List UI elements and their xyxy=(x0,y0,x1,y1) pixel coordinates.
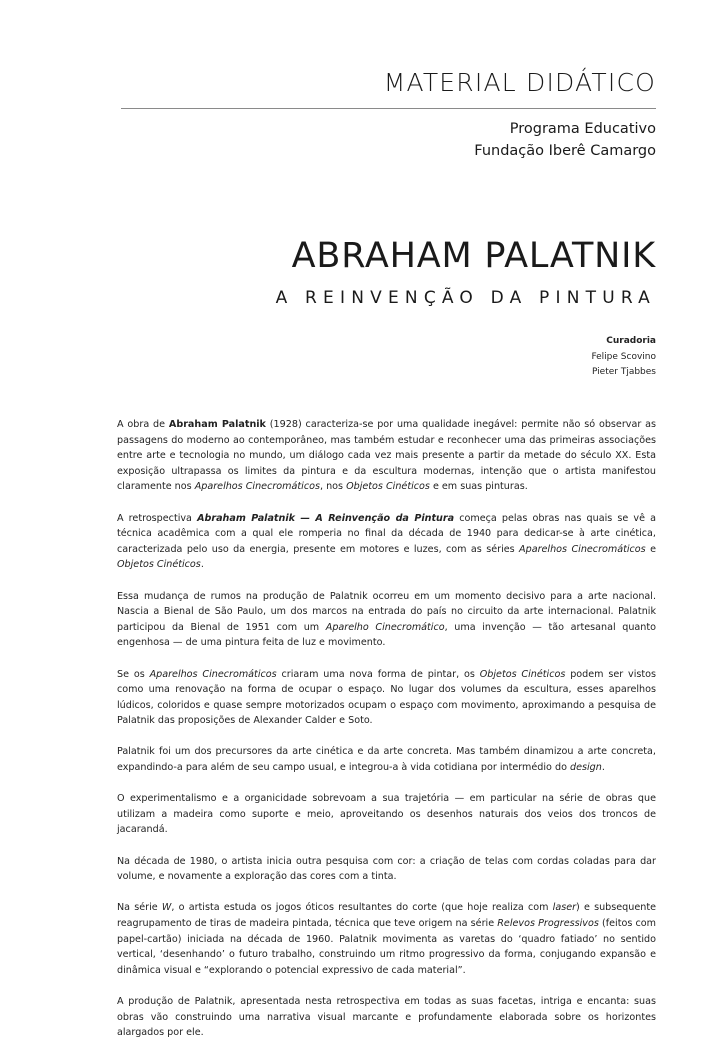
header-divider xyxy=(121,108,656,109)
program-info xyxy=(474,118,656,162)
paragraph-9: A produção de Palatnik, apresentada nesta retrospectiva em todas as suas facetas, intriga e encanta: suas obras vão construindo uma narrativa visual marcante e profundamente elaborada sobre os horizontes alargados por ele. xyxy=(117,995,656,1039)
curator-name: Pieter Tjabbes xyxy=(591,367,656,377)
foundation-name: Fundação Iberê Camargo xyxy=(474,143,656,159)
curators-label: Curadoria xyxy=(606,336,656,346)
exhibition-name: Abraham Palatnik — A Reinvenção da Pintura xyxy=(197,512,455,524)
exhibition-subtitle: A REINVENÇÃO DA PINTURA xyxy=(275,288,656,308)
paragraph-8: Na série W, o artista estuda os jogos óticos resultantes do corte (que hoje realiza com laser) e subsequente reagrupamento de tiras de madeira pintada, técnica que teve origem na série Relevos Progressivos (feitos com papel-cartão) iniciada na década de 1960. Palatnik movimenta as varetas do ‘quadro fatiado’ no sentido vertical, ‘desenhando’ o futuro trabalho, construindo um ritmo progressivo da forma, conjugando expansão e dinâmica visual e “explorando o potencial expressivo de cada material”. xyxy=(117,902,656,976)
paragraph-1: A obra de Abraham Palatnik (1928) caracteriza-se por uma qualidade inegável: permite não só observar as passagens do moderno ao contemporâneo, mas também estudar e reconhecer uma das primeiras associações entre arte e tecnologia no mundo, um diálogo cada vez mais presente a partir da metade do século XX. Esta exposição ultrapassa os limites da pintura e da escultura modernas, intenção que o artista manifestou claramente nos Aparelhos Cinecromáticos, nos Objetos Cinéticos e em suas pinturas. xyxy=(117,419,657,493)
paragraph-3: Essa mudança de rumos na produção de Palatnik ocorreu em um momento decisivo para a arte nacional. Nascia a Bienal de São Paulo, um dos marcos na entrada do país no circuito da arte internacional. Palatnik participou da Bienal de 1951 com um Aparelho Cinecromático, uma invenção — tão artesanal quanto engenhosa — de uma pintura feita de luz e movimento. xyxy=(117,590,657,649)
artist-name: Abraham Palatnik xyxy=(168,419,266,430)
paragraph-5: Palatnik foi um dos precursores da arte cinética e da arte concreta. Mas também dinamizou a arte concreta, expandindo-a para além de seu campo usual, e integrou-a à vida cotidiana por intermédio do design. xyxy=(117,746,656,774)
paragraph-7: Na década de 1980, o artista inicia outra pesquisa com cor: a criação de telas com cordas coladas para dar volume, e novamente a exploração das cores com a tinta. xyxy=(117,855,656,883)
program-name: Programa Educativo xyxy=(509,121,656,137)
exhibition-title: ABRAHAM PALATNIK xyxy=(291,236,656,276)
document-header-title: MATERIAL DIDÁTICO xyxy=(383,68,656,97)
curators-block xyxy=(591,334,656,381)
body-text xyxy=(117,417,656,1056)
paragraph-6: O experimentalismo e a organicidade sobrevoam a sua trajetória — em particular na série de obras que utilizam a madeira como suporte e meio, aproveitando os desenhos naturais dos veios dos troncos de jacarandá. xyxy=(117,793,656,836)
paragraph-4: Se os Aparelhos Cinecromáticos criaram uma nova forma de pintar, os Objetos Cinéticos podem ser vistos como uma renovação na forma de ocupar o espaço. No lugar dos volumes da escultura, esses aparelhos lúdicos, coloridos e quase sempre motorizados ocupam o espaço com movimento, aproximando a pesquisa de Palatnik das proposições de Alexander Calder e Soto. xyxy=(117,668,656,727)
curator-name: Felipe Scovino xyxy=(591,351,656,362)
paragraph-2: A retrospectiva Abraham Palatnik — A Reinvenção da Pintura começa pelas obras nas quais se vê a técnica acadêmica com a qual ele romperia no final da década de 1940 para dedicar-se à arte cinética, caracterizada pelo uso da energia, presente em motores e luzes, com as séries Aparelhos Cinecromáticos e Objetos Cinéticos. xyxy=(117,512,656,571)
